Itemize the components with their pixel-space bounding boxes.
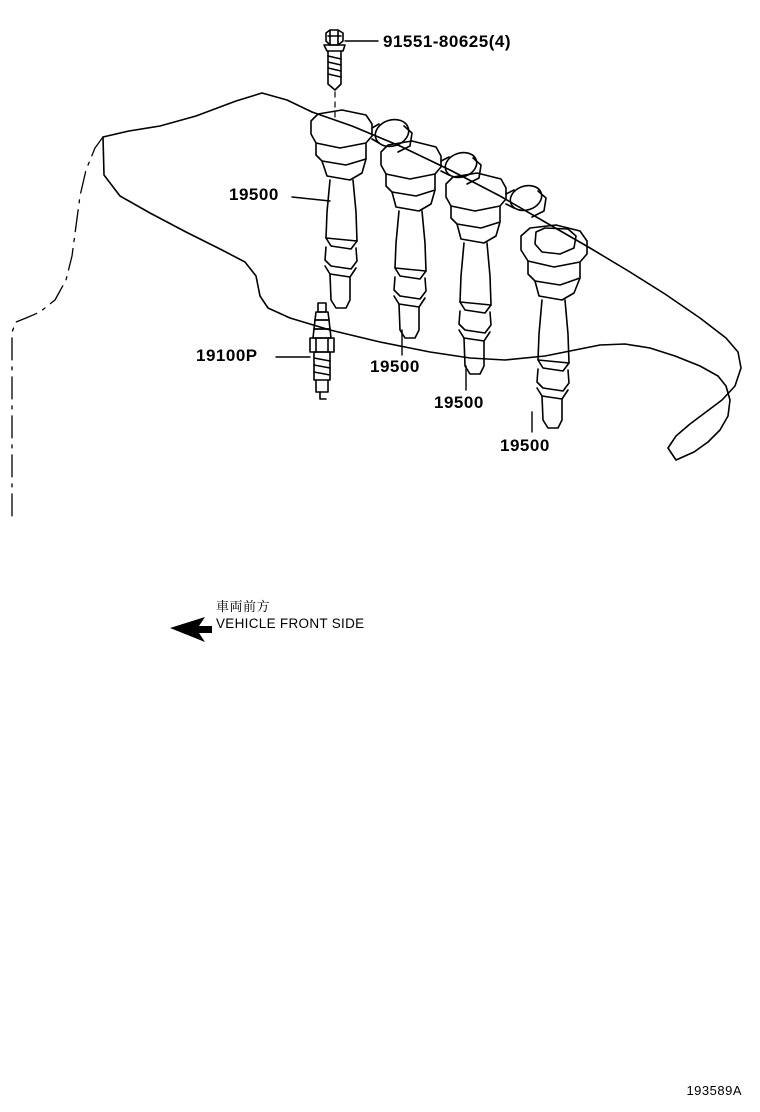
- ignition-coil-1: [311, 110, 412, 308]
- callout-label-coil-1: 19500: [229, 185, 279, 204]
- callout-label-coil-3: 19500: [434, 393, 484, 412]
- bolt-part: [324, 30, 345, 90]
- vehicle-front-note-english: VEHICLE FRONT SIDE: [216, 616, 365, 631]
- vehicle-front-note: [216, 598, 364, 632]
- section-boundary: [12, 137, 103, 520]
- callout-label-coil-2: 19500: [370, 357, 420, 376]
- ignition-coil-3: [446, 173, 546, 374]
- callout-label-bolt: 91551-80625(4): [383, 32, 511, 51]
- vehicle-front-note-japanese: 車両前方: [216, 599, 271, 614]
- ignition-coil-4: [521, 225, 587, 428]
- figure-code: 193589A: [686, 1083, 742, 1098]
- callout-label-coil-4: 19500: [500, 436, 550, 455]
- front-arrow-icon: [170, 617, 212, 642]
- callout-label-spark-plug: 19100P: [196, 346, 258, 365]
- spark-plug-part: [310, 303, 334, 399]
